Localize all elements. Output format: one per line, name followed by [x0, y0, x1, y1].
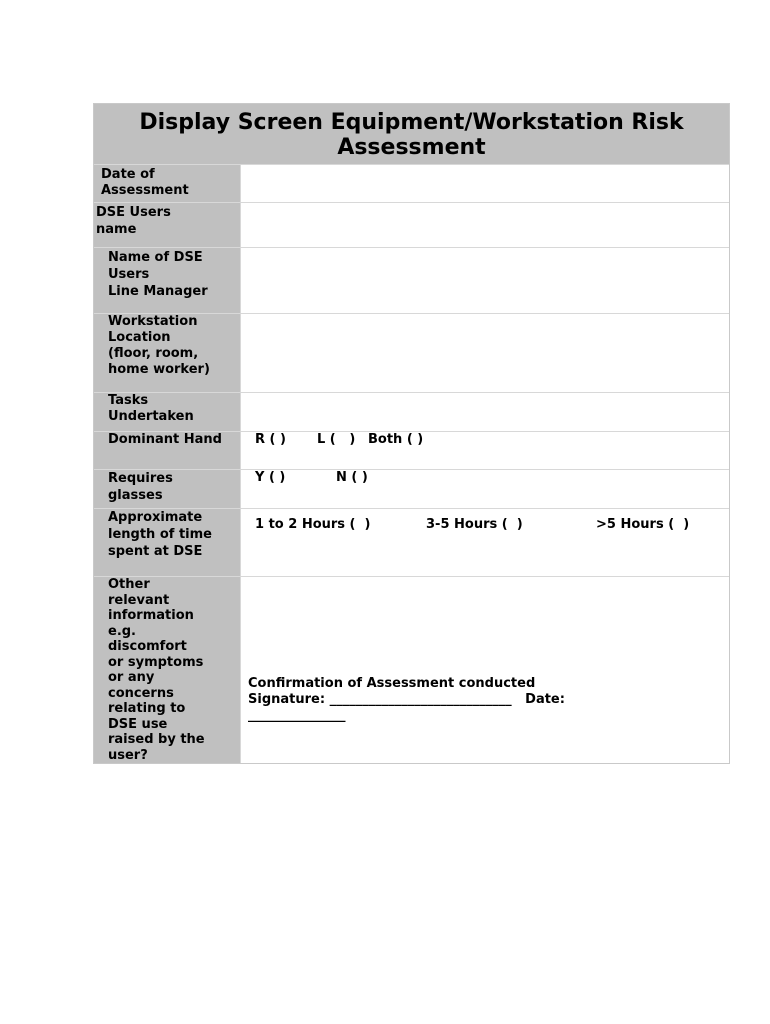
confirmation-block [248, 676, 628, 724]
label-requires-glasses: Requires glasses [94, 470, 240, 508]
label-other-information: Other relevant information e.g. discomfort or symptoms or any concerns relating to DSE use raised by the user? [94, 577, 240, 763]
dse-risk-assessment-form [93, 103, 730, 764]
label-dominant-hand: Dominant Hand [94, 432, 240, 469]
requires-glasses-options [240, 470, 729, 508]
row-tasks-undertaken [94, 392, 729, 431]
time-at-dse-options [240, 509, 729, 576]
label-date-of-assessment: Date of Assessment [94, 165, 240, 202]
label-workstation-location: Workstation Location (floor, room, home worker) [94, 314, 240, 392]
label-tasks-undertaken: Tasks Undertaken [94, 393, 240, 431]
option-both-hands[interactable]: Both ( ) [368, 432, 424, 447]
tasks-undertaken-field[interactable] [240, 393, 729, 431]
dominant-hand-options [240, 432, 729, 469]
option-left-hand[interactable]: L ( ) [317, 432, 356, 447]
row-time-at-dse [94, 508, 729, 576]
row-workstation-location [94, 313, 729, 392]
confirmation-text: Confirmation of Assessment conducted [248, 676, 536, 691]
option-1-to-2-hours[interactable]: 1 to 2 Hours ( ) [255, 517, 371, 532]
row-other-information [94, 576, 729, 763]
label-time-at-dse: Approximate length of time spent at DSE [94, 509, 240, 576]
dse-users-name-field[interactable] [240, 203, 729, 247]
row-requires-glasses [94, 469, 729, 508]
option-glasses-yes[interactable]: Y ( ) [255, 470, 286, 485]
label-dse-users-name: DSE Users name [94, 203, 240, 247]
option-over-5-hours[interactable]: >5 Hours ( ) [596, 517, 690, 532]
row-line-manager [94, 247, 729, 313]
signature-line[interactable]: Signature: ____________________________ Date: [248, 692, 565, 707]
row-dominant-hand [94, 431, 729, 469]
date-of-assessment-field[interactable] [240, 165, 729, 202]
workstation-location-field[interactable] [240, 314, 729, 392]
line-manager-field[interactable] [240, 248, 729, 313]
option-right-hand[interactable]: R ( ) [255, 432, 286, 447]
row-date-of-assessment [94, 164, 729, 202]
date-line[interactable]: _______________ [248, 708, 346, 723]
option-3-to-5-hours[interactable]: 3-5 Hours ( ) [426, 517, 523, 532]
form-title: Display Screen Equipment/Workstation Risk Assessment [94, 104, 729, 164]
row-dse-users-name [94, 202, 729, 247]
other-information-field[interactable] [240, 577, 729, 763]
label-line-manager: Name of DSE Users Line Manager [94, 248, 240, 313]
option-glasses-no[interactable]: N ( ) [336, 470, 368, 485]
